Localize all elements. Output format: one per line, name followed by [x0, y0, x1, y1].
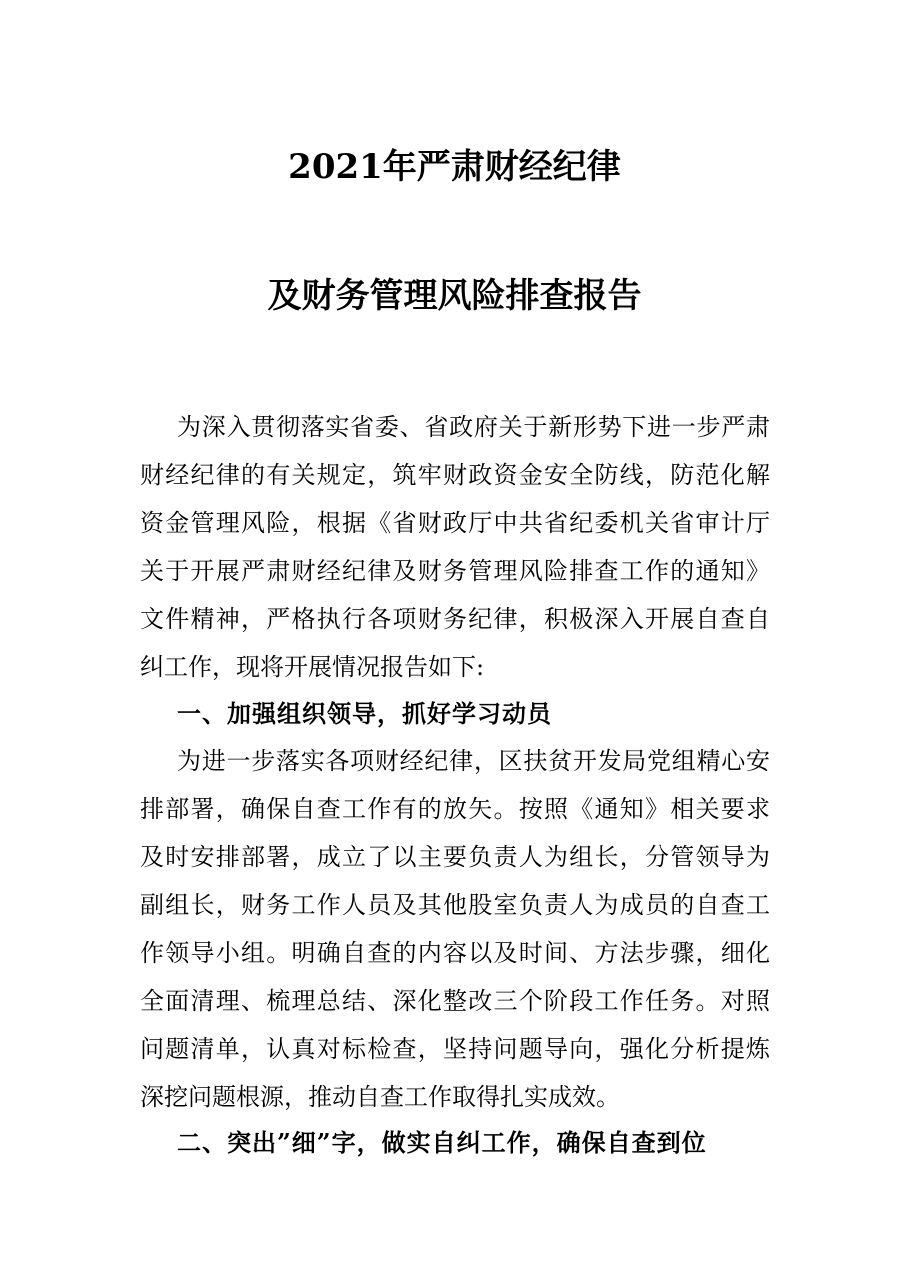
section-1-line: 副组长，财务工作人员及其他股室负责人为成员的自查工 — [140, 891, 770, 919]
section-1-line: 为进一步落实各项财经纪律，区扶贫开发局党组精心安 — [177, 747, 770, 775]
section-1-heading: 一、加强组织领导，抓好学习动员 — [177, 699, 552, 728]
section-2-heading: 二、突出”细”字，做实自纠工作，确保自查到位 — [177, 1128, 707, 1157]
intro-line: 纠工作，现将开展情况报告如下: — [140, 653, 485, 681]
document-title-line-2: 及财务管理风险排查报告 — [267, 276, 642, 316]
section-1-line: 及时安排部署，成立了以主要负责人为组长，分管领导为 — [140, 843, 770, 871]
intro-line: 财经纪律的有关规定，筑牢财政资金安全防线，防范化解 — [140, 461, 770, 489]
intro-line: 为深入贯彻落实省委、省政府关于新形势下进一步严肃 — [177, 413, 770, 441]
section-1-line: 问题清单，认真对标检查，坚持问题导向，强化分析提炼 — [140, 1035, 770, 1063]
section-1-line: 排部署，确保自查工作有的放矢。按照《通知》相关要求 — [140, 795, 770, 823]
section-1-line: 全面清理、梳理总结、深化整改三个阶段工作任务。对照 — [140, 987, 770, 1015]
section-1-line: 作领导小组。明确自查的内容以及时间、方法步骤，细化 — [140, 939, 770, 967]
intro-line: 文件精神，严格执行各项财务纪律，积极深入开展自查自 — [140, 605, 770, 633]
intro-line: 关于开展严肃财经纪律及财务管理风险排查工作的通知》 — [140, 557, 770, 585]
section-1-line: 深挖问题根源，推动自查工作取得扎实成效。 — [140, 1083, 620, 1111]
document-title-line-1: 2021年严肃财经纪律 — [288, 147, 621, 187]
intro-line: 资金管理风险，根据《省财政厅中共省纪委机关省审计厅 — [140, 509, 770, 537]
